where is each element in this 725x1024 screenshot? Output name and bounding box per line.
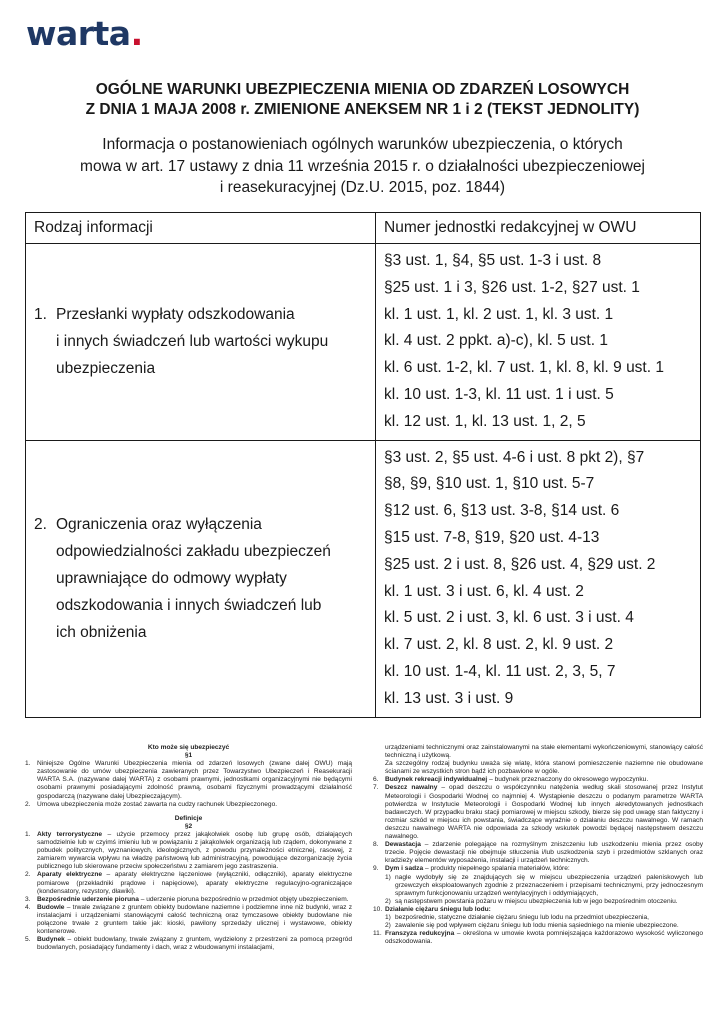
references-cell [376,440,701,717]
reference-line: kl. 1 ust. 3 i ust. 6, kl. 4 ust. 2 [384,582,584,600]
category-line: i innych świadczeń lub wartości wykupu [56,333,329,351]
item-number: 8. [373,841,379,849]
logo-text: warta [26,14,131,53]
reference-line: kl. 4 ust. 2 ppkt. a)-c), kl. 5 ust. 1 [384,332,608,350]
definition-text: – produkty niepełnego spalania materiałów, które: [423,865,570,873]
definition-text: – trwale związane z gruntem obiekty budowlane naziemne i podziemne inne niż budynki, wraz z instalacjami i urządzeniami stanowiącymi całość techniczną oraz tymczasowe obiekty budowlane nie połączone trwale z gruntem takie jak: kioski, pawilony sprzedaży ulicznej i wystawowe, obiekty kontenerowe. [37,903,352,936]
reference-line: kl. 6 ust. 1-2, kl. 7 ust. 1, kl. 8, kl. 9 ust. 1 [384,359,664,377]
row-number: 2. [34,516,47,534]
title-line-2: Z DNIA 1 MAJA 2008 r. ZMIENIONE ANEKSEM NR 1 i 2 (TEKST JEDNOLITY) [85,101,640,118]
reference-line: §15 ust. 7-8, §19, §20 ust. 4-13 [384,528,600,546]
item-number: 2. [25,871,31,879]
warta-logo [26,14,143,54]
fine-print-right-column [373,744,703,946]
sub-item-number: 2) [385,922,391,930]
category-line: odpowiedzialności zakładu ubezpieczeń [56,543,331,561]
table-header-row [26,213,701,244]
item-number: 3. [25,895,31,903]
definition-item [25,904,352,936]
sub-item-text: bezpośrednie, statyczne działanie ciężaru śniegu lub lodu na przedmiot ubezpieczenia, [395,913,650,921]
reference-line: kl. 12 ust. 1, kl. 13 ust. 1, 2, 5 [384,412,586,430]
reference-line: kl. 10 ust. 1-4, kl. 11 ust. 2, 3, 5, 7 [384,662,616,680]
category-line: Ograniczenia oraz wyłączenia [56,516,262,534]
title-line-1: OGÓLNE WARUNKI UBEZPIECZENIA MIENIA OD ZDARZEŃ LOSOWYCH [95,81,630,98]
reference-line: kl. 13 ust. 3 i ust. 9 [384,689,514,707]
sub-item [373,898,703,906]
definition-term: Bezpośrednie uderzenie pioruna [37,895,139,903]
definition-term: Budynek [37,936,65,944]
info-line-1: Informacja o postanowieniach ogólnych warunków ubezpieczenia, o których [102,136,623,153]
definition-item [25,936,352,952]
definition-term: Dym i sadza [385,865,424,873]
logo-dot: . [130,14,143,53]
sub-item-text: zawalenie się pod wpływem ciężaru śniegu lub lodu mienia sąsiedniego na mienie ubezpieczone. [395,922,679,930]
definition-item [25,831,352,871]
definition-text: – budynek przeznaczony do okresowego wypoczynku. [487,776,649,784]
continuation-text: Za szczególny rodzaj budynku uważa się wiatę, która stanowi pomieszczenie naziemne nie obudowane ścianami ze wszystkich stron bądź ich pozbawione w ogóle. [385,760,703,776]
reference-line: kl. 1 ust. 1, kl. 2 ust. 1, kl. 3 ust. 1 [384,305,614,323]
definition-term: Budowle [37,903,65,911]
sub-item-text: są następstwem powstania pożaru w miejscu ubezpieczenia lub w jego bezpośrednim otoczeniu. [395,897,678,905]
item-number: 7. [373,784,379,792]
info-line-3: i reasekuracyjnej (Dz.U. 2015, poz. 1844) [219,179,506,196]
definition-item [373,930,703,946]
section-title: Definicje [174,814,203,822]
list-item [25,801,352,809]
item-number: 9. [373,865,379,873]
table-row [26,244,701,441]
definition-item [373,906,703,914]
definition-item [25,896,352,904]
reference-line: §25 ust. 2 i ust. 8, §26 ust. 4, §29 ust. 2 [384,555,656,573]
definition-term: Akty terrorystyczne [37,830,103,838]
reference-line: §3 ust. 2, §5 ust. 4-6 i ust. 8 pkt 2), §7 [384,448,645,466]
reference-line: kl. 5 ust. 2 i ust. 3, kl. 6 ust. 3 i ust. 4 [384,609,634,627]
definition-term: Deszcz nawalny [385,784,438,792]
document-title [30,80,695,120]
definition-item [25,871,352,895]
reference-line: §12 ust. 6, §13 ust. 3-8, §14 ust. 6 [384,502,620,520]
item-number: 10. [373,905,383,913]
definition-text: – zdarzenie polegające na rozmyślnym zniszczeniu lub uszkodzeniu mienia przez osoby trzecie. Pojęcie dewastacji nie obejmuje stłuczenia i/lub uszkodzenia szyb i przedmiotów szklanych oraz kradzieży elementów wyposażenia, instalacji i urządzeń technicznych. [385,841,703,865]
definition-text: – opad deszczu o współczynniku natężenia według skali stosowanej przez Instytut Meteorologii i Gospodarki Wodnej co najmniej 4. Wystąpienie deszczu o podanym parametrze WARTA potwierdza w Instytucie Meteorologii i Gospodarki Wodnej lub innych akredytowanych jednostkach badawczych. W przypadku braku stacji pomiarowej w miejscu szkody, bierze się pod uwagę stan faktyczny i rozmiar szkód w miejscu ich powstania, świadczące wyraźnie o działaniu deszczu nawalnego. W ramach deszczu nawalnego WARTA nie odpowiada za szkody wskutek powodzi będącej następstwem deszczu nawalnego. [385,784,703,841]
definition-term: Franszyza redukcyjna [385,930,455,938]
item-text: Niniejsze Ogólne Warunki Ubezpieczenia mienia od zdarzeń losowych (zwane dalej OWU) mają zastosowanie do umów ubezpieczenia zawieranych przez Towarzystwo Ubezpieczeń i Reasekuracji WARTA S.A. (nazywane dalej WARTA) z osobami prawnymi, jednostkami organizacyjnymi nie będącymi osobami prawnymi posiadającymi zdolność prawną, osobami fizycznymi prowadzącymi działalność gospodarczą (nazywane dalej Ubezpieczającym). [37,760,352,800]
info-line-2: mowa w art. 17 ustawy z dnia 11 września 2015 r. o działalności ubezpieczeniowej [80,157,645,175]
info-paragraph [40,134,685,199]
definition-text: – obiekt budowlany, trwale związany z gruntem, wydzielony z przestrzeni za pomocą przegród budowlanych, posiadający fundamenty i dach, wraz z wbudowanymi instalacjami, [37,936,352,952]
reference-line: kl. 7 ust. 2, kl. 8 ust. 2, kl. 9 ust. 2 [384,636,614,654]
item-number: 1. [25,760,31,768]
category-cell [26,244,376,441]
paragraph-number: §1 [184,752,193,760]
sub-item-number: 1) [385,873,391,881]
row-number: 1. [34,306,47,324]
definition-term: Aparaty elektryczne [37,871,103,879]
table-row [26,440,701,717]
category-line: uprawniające do odmowy wypłaty [56,570,287,588]
category-line: ich obniżenia [56,624,147,642]
item-number: 5. [25,936,31,944]
item-number: 4. [25,903,31,911]
list-item [25,760,352,800]
reference-line: §25 ust. 1 i 3, §26 ust. 1-2, §27 ust. 1 [384,278,640,296]
definition-text: – aparaty elektryczne łączeniowe (wyłączniki, odłączniki), aparaty elektryczne pomiarowe (przekładniki prądowe i napięciowe), aparaty elektryczne regulacyjno-ograniczające (kondensatory, rezystory, dławiki). [37,871,352,895]
paragraph-number: §2 [184,822,193,830]
section-title: Kto może się ubezpieczyć [147,744,230,751]
definition-item [373,841,703,865]
definition-term: Dewastacja [385,841,421,849]
category-line: odszkodowania i innych świadczeń lub [56,597,322,615]
references-cell [376,244,701,441]
reference-line: §8, §9, §10 ust. 1, §10 ust. 5-7 [384,475,595,493]
continuation-text: urządzeniami technicznymi oraz zainstalowanymi na stałe elementami wykończeniowymi, stanowiący całość techniczną i użytkową. [385,744,703,760]
definition-text: – określona w umowie kwota pomniejszająca każdorazowo wysokość wyliczonego odszkodowania. [385,930,703,946]
definition-item [373,776,703,784]
definition-term: Działanie ciężaru śniegu lub lodu: [385,905,491,913]
item-number: 1. [25,830,31,838]
category-line: Przesłanki wypłaty odszkodowania [56,306,295,324]
header-info-type: Rodzaj informacji [26,213,376,244]
definition-text: – uderzenie pioruna bezpośrednio w przedmiot objęty ubezpieczeniem. [138,895,349,903]
sub-item-number: 1) [385,913,391,921]
sub-item [373,922,703,930]
sub-item-number: 2) [385,897,391,905]
definition-term: Budynek rekreacji indywidualnej [385,776,488,784]
definition-item [373,865,703,873]
item-number: 6. [373,776,379,784]
reference-line: §3 ust. 1, §4, §5 ust. 1-3 i ust. 8 [384,252,602,269]
definition-text: – użycie przemocy przez jakąkolwiek osobę lub grupę osób, działających samodzielnie lub w czyimś imieniu lub w powiązaniu z jakąkolwiek organizacją lub rządem, dokonywane z pobudek politycznych, wyznaniowych, ideologicznych, z powodu przynależności etnicznej, rasowej, z zamiarem wywarcia wpływu na władzę państwową lub administracyjną, powodujące dezorganizację życia publicznego lub skierowane przeciw społeczeństwu z zamiarem jego zastraszenia. [37,830,352,871]
header-unit-number: Numer jednostki redakcyjnej w OWU [376,213,701,244]
sub-item [373,874,703,898]
category-line: ubezpieczenia [56,360,156,378]
reference-line: kl. 10 ust. 1-3, kl. 11 ust. 1 i ust. 5 [384,385,614,403]
category-cell [26,440,376,717]
item-number: 2. [25,800,31,808]
sub-item-text: nagle wydobyły się ze znajdujących się w miejscu ubezpieczenia urządzeń paleniskowych lub grzewczych eksploatowanych zgodnie z przeznaczeniem i przepisami technicznymi, przy jednoczesnym sprawnym funkcjonowaniu urządzeń wentylacyjnych i oddymiających, [395,873,703,897]
information-table [25,212,701,718]
fine-print-left-column [25,744,352,952]
definition-item [373,784,703,841]
item-number: 11. [373,930,382,938]
item-text: Umowa ubezpieczenia może zostać zawarta na cudzy rachunek Ubezpieczonego. [37,800,278,808]
sub-item [373,914,703,922]
